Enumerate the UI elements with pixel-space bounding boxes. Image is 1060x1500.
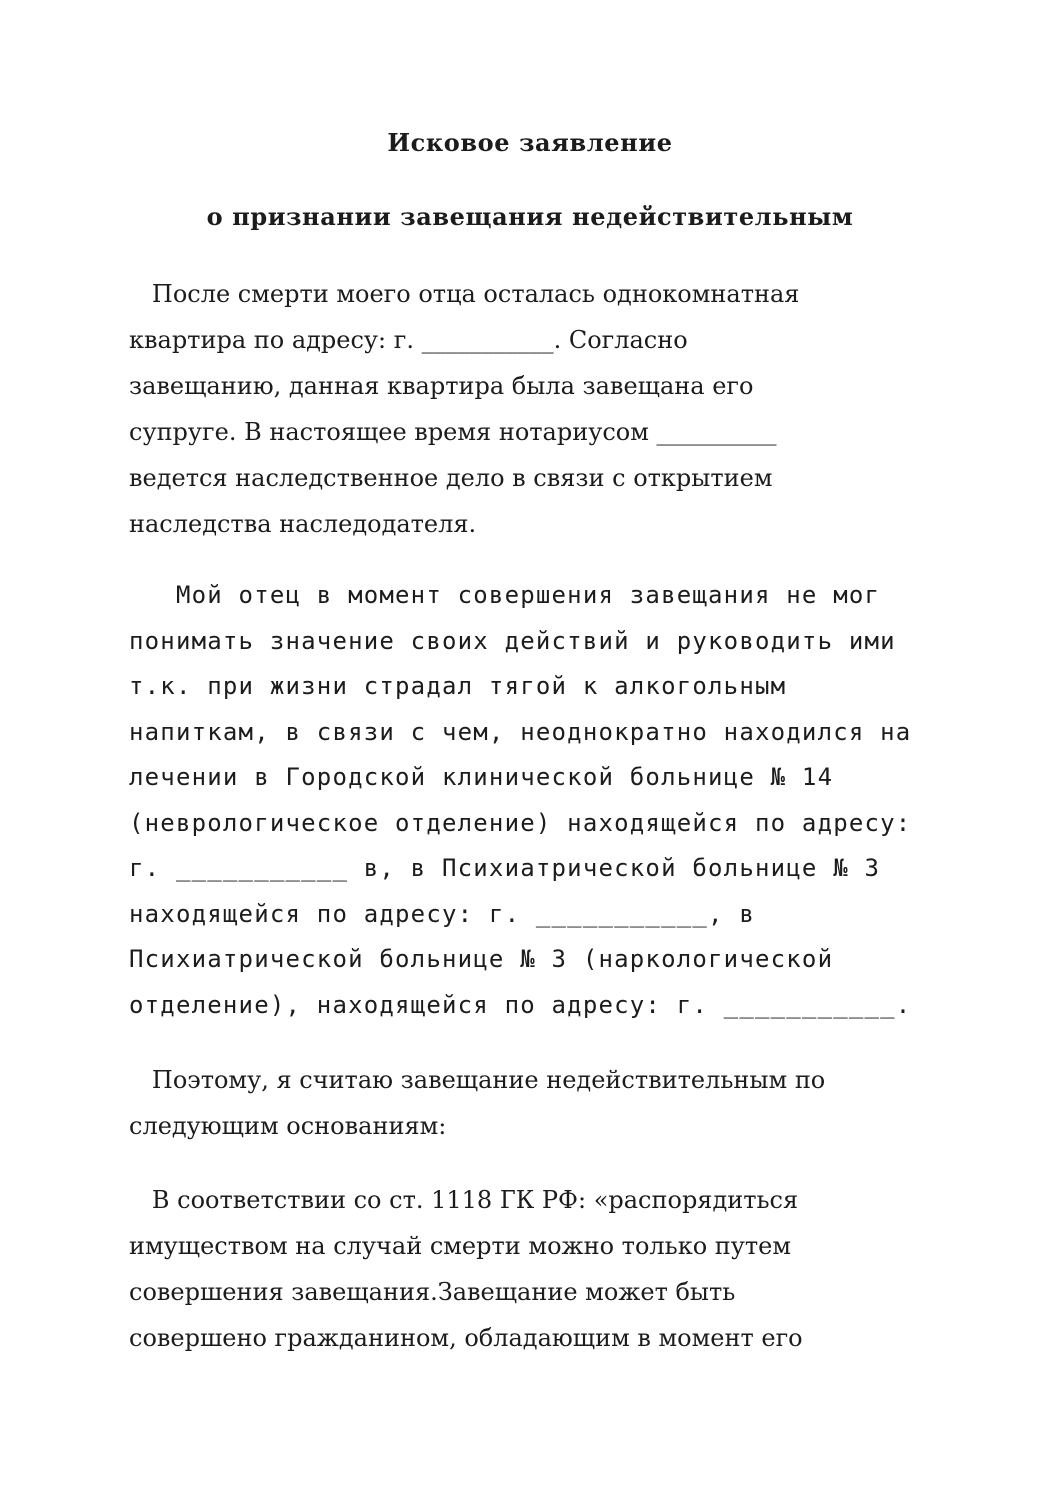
paragraph-line: имуществом на случай смерти можно только путем — [129, 1232, 792, 1260]
paragraph-line: Мой отец в момент совершения завещания не мог — [129, 581, 881, 609]
paragraph-line: наследства наследодателя. — [129, 510, 477, 538]
paragraph-line: т.к. при жизни страдал тягой к алкогольным — [129, 672, 787, 700]
paragraph-line: лечении в Городской клинической больнице № 14 — [129, 763, 834, 791]
paragraph-line: После смерти моего отца осталась однокомнатная — [129, 280, 800, 308]
paragraph-line: супруге. В настоящее время нотариусом __________ — [129, 418, 777, 446]
paragraph-line: отделение), находящейся по адресу: г. ___________. — [129, 990, 912, 1019]
paragraph-law-citation — [129, 1177, 803, 1361]
paragraph-line: понимать значение своих действий и руководить ими — [129, 626, 896, 655]
paragraph-line: следующим основаниям: — [129, 1112, 447, 1140]
document-subtitle: о признании завещания недействительным — [206, 202, 854, 231]
paragraph-line: Психиатрической больнице № 3 (наркологической — [129, 945, 834, 973]
paragraph-line: г. ___________ в, в Психиатрической больнице № 3 — [129, 854, 881, 882]
paragraph-line: завещанию, данная квартира была завещана его — [129, 372, 754, 400]
paragraph-line: (неврологическое отделение) находящейся по адресу: — [129, 808, 912, 837]
paragraph-line: совершено гражданином, обладающим в момент его — [129, 1324, 803, 1352]
paragraph-line: находящейся по адресу: г. ___________, в — [129, 899, 755, 928]
paragraph-line: В соответствии со ст. 1118 ГК РФ: «распорядиться — [129, 1186, 799, 1214]
paragraph-line: напиткам, в связи с чем, неоднократно находился на — [129, 717, 912, 746]
paragraph-line: ведется наследственное дело в связи с открытием — [129, 464, 773, 492]
paragraph-grounds — [129, 1057, 825, 1149]
paragraph-line: совершения завещания.Завещание может быть — [129, 1278, 736, 1306]
paragraph-incapacity — [129, 573, 911, 1028]
paragraph-inheritance — [129, 271, 799, 547]
paragraph-line: квартира по адресу: г. ___________. Согласно — [129, 326, 688, 354]
document-title: Исковое заявление — [387, 128, 673, 157]
paragraph-line: Поэтому, я считаю завещание недействительным по — [129, 1066, 826, 1094]
